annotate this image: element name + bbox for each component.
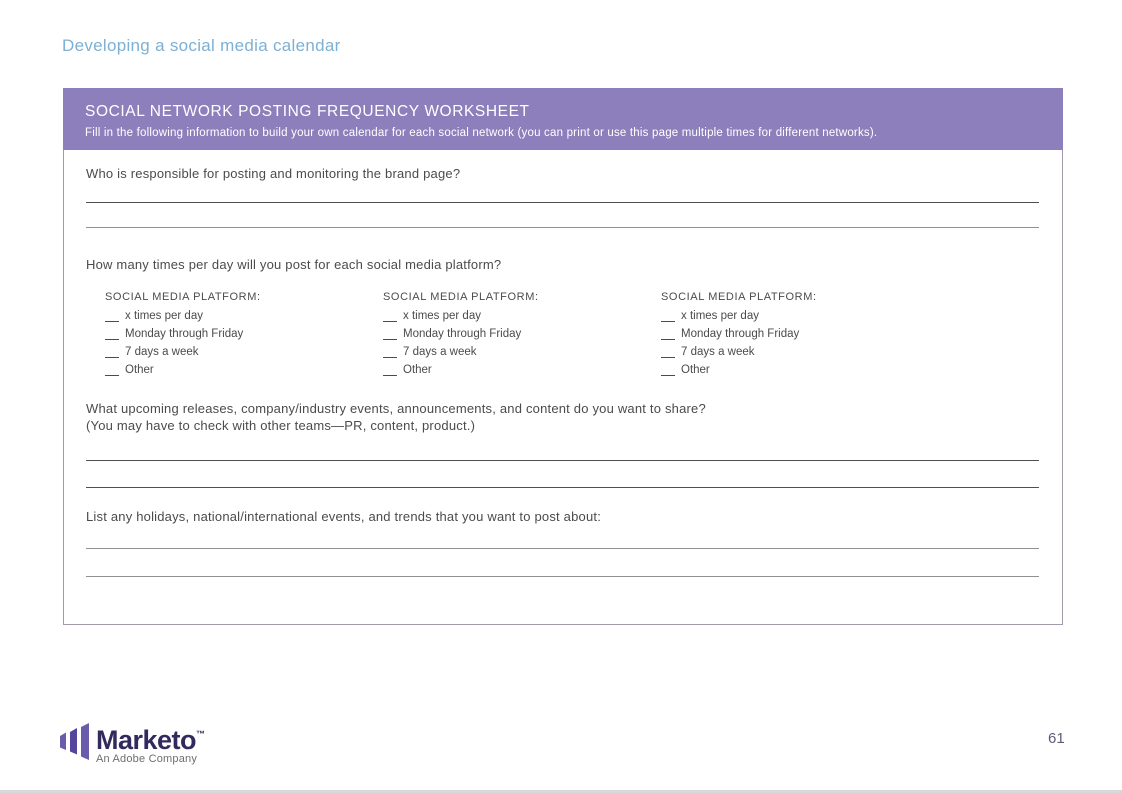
platform-columns <box>105 291 1035 382</box>
blank-line <box>105 329 119 340</box>
platform-option-label: x times per day <box>403 309 481 322</box>
platform-option-label: 7 days a week <box>403 345 477 358</box>
marketo-logo-text <box>96 721 205 765</box>
platform-option-label: x times per day <box>681 309 759 322</box>
ruled-line <box>86 460 1039 461</box>
platform-option <box>383 364 661 376</box>
blank-line <box>661 311 675 322</box>
platform-column-heading: SOCIAL MEDIA PLATFORM: <box>661 291 817 303</box>
platform-option <box>661 310 939 322</box>
adobe-company-tagline: An Adobe Company <box>96 753 198 765</box>
ruled-line <box>86 487 1039 488</box>
blank-line <box>105 365 119 376</box>
platform-option <box>661 364 939 376</box>
platform-column-heading: SOCIAL MEDIA PLATFORM: <box>383 291 539 303</box>
blank-line <box>661 329 675 340</box>
platform-option <box>383 346 661 358</box>
worksheet-header-banner <box>63 88 1063 150</box>
platform-option-label: Other <box>681 363 710 376</box>
question-frequency: How many times per day will you post for each social media platform? <box>86 257 502 272</box>
question-upcoming-line2: (You may have to check with other teams—PR, content, product.) <box>86 418 476 433</box>
blank-line <box>661 347 675 358</box>
platform-option-label: Monday through Friday <box>403 327 522 340</box>
blank-line <box>661 365 675 376</box>
blank-line <box>383 329 397 340</box>
page-title: Developing a social media calendar <box>62 36 341 55</box>
question-responsible: Who is responsible for posting and monitoring the brand page? <box>86 166 461 181</box>
blank-line <box>105 347 119 358</box>
platform-option-label: 7 days a week <box>681 345 755 358</box>
marketo-logo-icon <box>60 723 92 763</box>
platform-column-heading: SOCIAL MEDIA PLATFORM: <box>105 291 261 303</box>
platform-option <box>105 310 383 322</box>
question-upcoming <box>86 400 706 434</box>
platform-option-label: Other <box>125 363 154 376</box>
platform-option <box>383 328 661 340</box>
ruled-line <box>86 548 1039 549</box>
platform-option <box>105 328 383 340</box>
worksheet-subtitle: Fill in the following information to build your own calendar for each social network (you can print or use this page multiple times for different networks). <box>85 127 878 139</box>
marketo-logo <box>60 721 205 765</box>
platform-column <box>105 291 383 382</box>
trademark-symbol: ™ <box>196 729 205 739</box>
worksheet-body <box>63 150 1063 625</box>
platform-option-label: Monday through Friday <box>681 327 800 340</box>
page-number: 61 <box>1048 730 1065 747</box>
platform-option <box>105 364 383 376</box>
ruled-line <box>86 202 1039 203</box>
platform-option-label: Other <box>403 363 432 376</box>
platform-option-label: x times per day <box>125 309 203 322</box>
platform-option <box>661 328 939 340</box>
ruled-line <box>86 227 1039 228</box>
blank-line <box>383 365 397 376</box>
blank-line <box>383 311 397 322</box>
question-holidays: List any holidays, national/international events, and trends that you want to post about: <box>86 509 602 524</box>
platform-option <box>661 346 939 358</box>
marketo-wordmark: Marketo™ <box>96 725 205 755</box>
platform-option-label: Monday through Friday <box>125 327 244 340</box>
platform-option-label: 7 days a week <box>125 345 199 358</box>
blank-line <box>383 347 397 358</box>
question-upcoming-line1: What upcoming releases, company/industry events, announcements, and content do you want to share? <box>86 401 706 416</box>
ruled-line <box>86 576 1039 577</box>
blank-line <box>105 311 119 322</box>
platform-column <box>661 291 939 382</box>
platform-option <box>105 346 383 358</box>
worksheet-title: SOCIAL NETWORK POSTING FREQUENCY WORKSHEET <box>85 103 530 120</box>
platform-option <box>383 310 661 322</box>
platform-column <box>383 291 661 382</box>
